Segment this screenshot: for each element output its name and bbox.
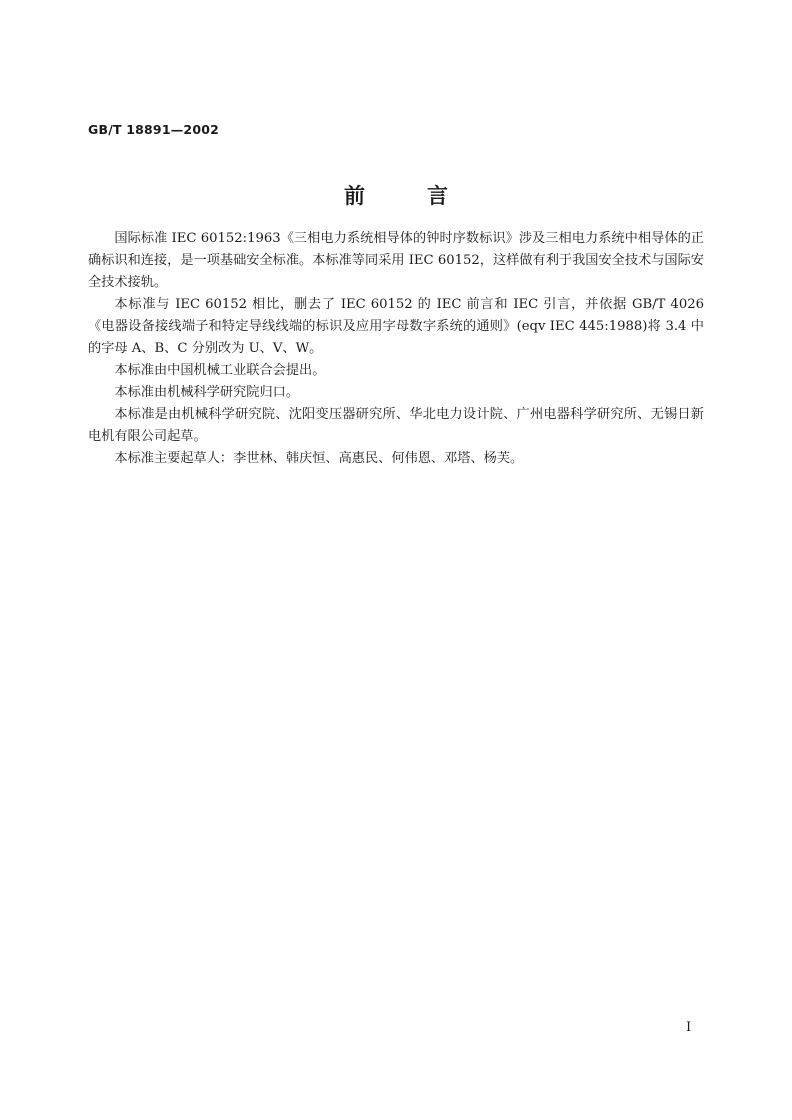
paragraph-main-drafters: 本标准主要起草人：李世林、韩庆恒、高惠民、何伟恩、邓塔、杨芙。 <box>114 451 524 466</box>
paragraph-proposed-by: 本标准由中国机械工业联合会提出。 <box>114 363 326 378</box>
paragraph-centralized-by: 本标准由机械科学研究院归口。 <box>114 385 300 400</box>
paragraph-drafted-by: 本标准是由机械科学研究院、沈阳变压器研究所、华北电力设计院、广州电器科学研究所、无锡日新电机有限公司起草。 <box>88 407 704 444</box>
title-part-2: 言 <box>427 184 448 208</box>
paragraph-differences: 本标准与 IEC 60152 相比，删去了 IEC 60152 的 IEC 前言和 IEC 引言，并依据 GB/T 4026《电器设备接线端子和特定导线线端的标识及应用字母数字系统的通则》(eqv IEC 445:1988)将 3.4 中的字母 A、B、C 分别改为 U、V、W。 <box>88 297 704 356</box>
page-number: I <box>686 1020 692 1035</box>
paragraph-iec-reference: 国际标准 IEC 60152:1963《三相电力系统相导体的钟时序数标识》涉及三相电力系统中相导体的正确标识和连接，是一项基础安全标准。本标准等同采用 IEC 60152，这样做有利于我国安全技术与国际安全技术接轨。 <box>88 231 704 290</box>
page-title <box>0 180 792 210</box>
standard-code-header: GB/T 18891—2002 <box>88 122 220 137</box>
foreword-body <box>88 228 704 470</box>
title-part-1: 前 <box>344 184 365 208</box>
